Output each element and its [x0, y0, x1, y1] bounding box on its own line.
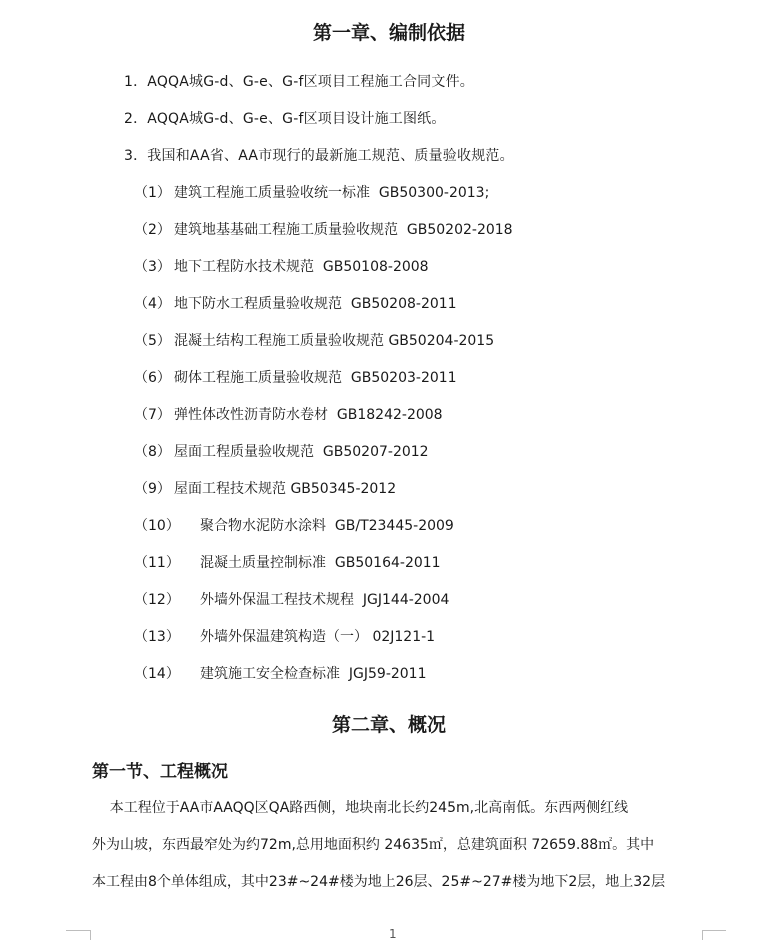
standard-number: （12）: [134, 592, 180, 608]
standard-number: （4）: [134, 296, 171, 312]
standard-text: 建筑地基基础工程施工质量验收规范 GB50202-2018: [174, 222, 513, 238]
standard-text: 聚合物水泥防水涂料 GB/T23445-2009: [200, 518, 454, 534]
standard-item: [134, 293, 457, 313]
standard-text: 建筑工程施工质量验收统一标准 GB50300-2013;: [174, 185, 490, 201]
standard-item: [134, 182, 489, 202]
standard-text: 屋面工程技术规范 GB50345-2012: [174, 481, 397, 497]
standard-item: [134, 441, 429, 461]
standard-text: 外墙外保温建筑构造（一） 02J121-1: [200, 629, 436, 645]
standard-item: [134, 589, 449, 609]
page-corner-mark-left: [66, 930, 90, 941]
standard-number: （9）: [134, 481, 171, 497]
standard-item: [134, 367, 457, 387]
paragraph-line: 本工程位于AA市AAQQ区QA路西侧，地块南北长约245m,北高南低。东西两侧红线: [92, 800, 629, 816]
standard-number: （6）: [134, 370, 171, 386]
standard-text: 地下防水工程质量验收规范 GB50208-2011: [174, 296, 457, 312]
paragraph-line: 本工程由8个单体组成，其中23#~24#楼为地上26层、25#~27#楼为地下2层，地上32层: [92, 874, 666, 890]
standard-number: （7）: [134, 407, 171, 423]
chapter-1-title: 第一章、编制依据: [312, 22, 465, 44]
standard-text: 砌体工程施工质量验收规范 GB50203-2011: [174, 370, 457, 386]
standard-number: （13）: [134, 629, 180, 645]
standard-number: （1）: [134, 185, 171, 201]
basis-item-2: 2．AQQA城G-d、G-e、G-f区项目设计施工图纸。: [124, 111, 446, 127]
standard-item: [134, 219, 513, 239]
standard-item: [134, 626, 435, 646]
standard-item: [134, 256, 429, 276]
standard-text: 屋面工程质量验收规范 GB50207-2012: [174, 444, 429, 460]
page-corner-mark-right: [702, 930, 726, 941]
standard-item: [134, 663, 427, 683]
page-corner-mark-right-vertical: [702, 930, 703, 940]
standard-text: 外墙外保温工程技术规程 JGJ144-2004: [200, 592, 450, 608]
standard-number: （3）: [134, 259, 171, 275]
basis-item-1: 1．AQQA城G-d、G-e、G-f区项目工程施工合同文件。: [124, 74, 474, 90]
standard-number: （2）: [134, 222, 171, 238]
page-number: 1: [389, 927, 397, 941]
standard-number: （10）: [134, 518, 180, 534]
chapter-2-title: 第二章、概况: [331, 714, 446, 736]
standard-text: 弹性体改性沥青防水卷材 GB18242-2008: [174, 407, 443, 423]
standard-number: （11）: [134, 555, 180, 571]
standard-item: [134, 404, 443, 424]
standard-text: 地下工程防水技术规范 GB50108-2008: [174, 259, 429, 275]
section-title: 第一节、工程概况: [92, 762, 228, 782]
standard-text: 混凝土结构工程施工质量验收规范 GB50204-2015: [174, 333, 495, 349]
standard-item: [134, 330, 494, 350]
paragraph-line: 外为山坡，东西最窄处为约72m,总用地面积约 24635㎡，总建筑面积 72659.88㎡。其中: [92, 837, 655, 853]
basis-item-3: 3．我国和AA省、AA市现行的最新施工规范、质量验收规范。: [124, 148, 514, 164]
standard-item: [134, 478, 396, 498]
standard-number: （14）: [134, 666, 180, 682]
standard-item: [134, 552, 441, 572]
standard-number: （5）: [134, 333, 171, 349]
page-corner-mark-left-vertical: [90, 930, 91, 940]
standard-text: 混凝土质量控制标准 GB50164-2011: [200, 555, 441, 571]
standard-text: 建筑施工安全检查标准 JGJ59-2011: [200, 666, 427, 682]
standard-item: [134, 515, 454, 535]
standard-number: （8）: [134, 444, 171, 460]
